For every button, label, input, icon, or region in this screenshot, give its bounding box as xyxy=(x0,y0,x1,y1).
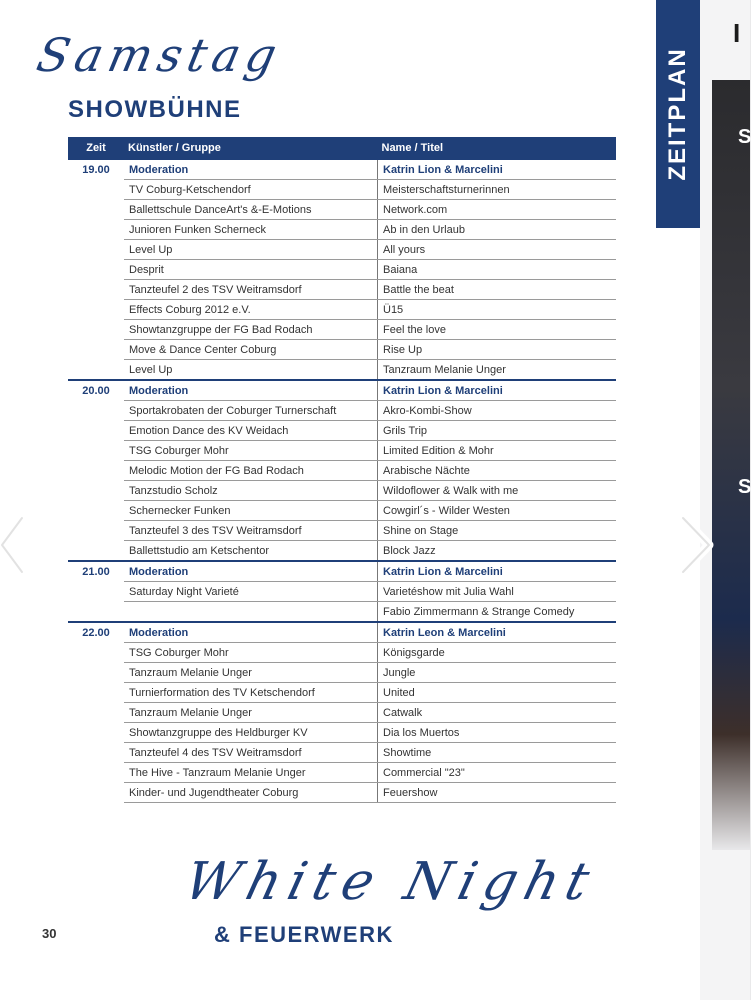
table-row xyxy=(68,461,616,481)
title-cell: Cowgirl´s - Wilder Westen xyxy=(378,501,617,521)
artist-cell: Desprit xyxy=(124,260,378,280)
time-cell xyxy=(68,200,124,220)
title-cell: Katrin Lion & Marcelini xyxy=(378,561,617,582)
table-row xyxy=(68,763,616,783)
table-row xyxy=(68,240,616,260)
time-cell xyxy=(68,421,124,441)
next-page-heading: I xyxy=(733,18,741,48)
title-cell: Grils Trip xyxy=(378,421,617,441)
time-cell xyxy=(68,783,124,803)
title-cell: Königsgarde xyxy=(378,643,617,663)
title-cell: Arabische Nächte xyxy=(378,461,617,481)
time-cell xyxy=(68,723,124,743)
table-row xyxy=(68,703,616,723)
artist-cell xyxy=(124,602,378,623)
time-cell xyxy=(68,401,124,421)
footer-script-title: White Night xyxy=(178,852,604,912)
chevron-right-icon xyxy=(675,510,715,580)
table-row xyxy=(68,280,616,300)
title-cell: All yours xyxy=(378,240,617,260)
next-page-letter: S xyxy=(738,476,751,498)
artist-cell: Tanzteufel 3 des TSV Weitramsdorf xyxy=(124,521,378,541)
table-row xyxy=(68,602,616,623)
title-cell: Rise Up xyxy=(378,340,617,360)
artist-cell: Ballettstudio am Ketschentor xyxy=(124,541,378,562)
title-cell: Showtime xyxy=(378,743,617,763)
table-row xyxy=(68,360,616,381)
page-subtitle: SHOWBÜHNE xyxy=(68,96,242,123)
table-row xyxy=(68,401,616,421)
table-row xyxy=(68,501,616,521)
schedule-table xyxy=(68,137,616,803)
table-row xyxy=(68,541,616,562)
title-cell: Feuershow xyxy=(378,783,617,803)
next-page-image xyxy=(712,80,750,850)
script-title: Samstag xyxy=(32,28,288,82)
artist-cell: Level Up xyxy=(124,240,378,260)
time-cell xyxy=(68,521,124,541)
artist-cell: Junioren Funken Scherneck xyxy=(124,220,378,240)
artist-cell: Emotion Dance des KV Weidach xyxy=(124,421,378,441)
col-header-title: Name / Titel xyxy=(378,137,617,159)
table-row xyxy=(68,220,616,240)
title-cell: Tanzraum Melanie Unger xyxy=(378,360,617,381)
title-cell: Shine on Stage xyxy=(378,521,617,541)
artist-cell: Schernecker Funken xyxy=(124,501,378,521)
previous-page-button[interactable] xyxy=(0,510,40,580)
title-cell: Katrin Leon & Marcelini xyxy=(378,622,617,643)
time-cell xyxy=(68,602,124,623)
artist-cell: Moderation xyxy=(124,380,378,401)
table-row xyxy=(68,260,616,280)
artist-cell: Saturday Night Varieté xyxy=(124,582,378,602)
artist-cell: Effects Coburg 2012 e.V. xyxy=(124,300,378,320)
time-cell xyxy=(68,743,124,763)
time-cell xyxy=(68,481,124,501)
title-cell: Fabio Zimmermann & Strange Comedy xyxy=(378,602,617,623)
artist-cell: Moderation xyxy=(124,159,378,180)
title-cell: Battle the beat xyxy=(378,280,617,300)
artist-cell: Tanzraum Melanie Unger xyxy=(124,703,378,723)
time-cell xyxy=(68,703,124,723)
table-row-block-start xyxy=(68,159,616,180)
table-row-block-start xyxy=(68,622,616,643)
table-row xyxy=(68,643,616,663)
artist-cell: Turnierformation des TV Ketschendorf xyxy=(124,683,378,703)
table-row xyxy=(68,521,616,541)
title-cell: Dia los Muertos xyxy=(378,723,617,743)
title-cell: Block Jazz xyxy=(378,541,617,562)
table-header-row xyxy=(68,137,616,159)
col-header-time: Zeit xyxy=(68,137,124,159)
artist-cell: Move & Dance Center Coburg xyxy=(124,340,378,360)
title-cell: Ab in den Urlaub xyxy=(378,220,617,240)
title-cell: Catwalk xyxy=(378,703,617,723)
title-cell: Ü15 xyxy=(378,300,617,320)
title-cell: Limited Edition & Mohr xyxy=(378,441,617,461)
next-page-preview xyxy=(700,0,750,1000)
table-row xyxy=(68,723,616,743)
table-row xyxy=(68,340,616,360)
time-cell: 20.00 xyxy=(68,380,124,401)
time-cell xyxy=(68,320,124,340)
artist-cell: TSG Coburger Mohr xyxy=(124,643,378,663)
artist-cell: Tanzraum Melanie Unger xyxy=(124,663,378,683)
table-row xyxy=(68,743,616,763)
time-cell xyxy=(68,360,124,381)
artist-cell: Moderation xyxy=(124,561,378,582)
artist-cell: Melodic Motion der FG Bad Rodach xyxy=(124,461,378,481)
artist-cell: Tanzteufel 4 des TSV Weitramsdorf xyxy=(124,743,378,763)
time-cell xyxy=(68,663,124,683)
artist-cell: Moderation xyxy=(124,622,378,643)
section-tab-label: ZEITPLAN xyxy=(664,47,691,181)
time-cell xyxy=(68,280,124,300)
time-cell: 21.00 xyxy=(68,561,124,582)
table-row xyxy=(68,441,616,461)
time-cell xyxy=(68,300,124,320)
chevron-left-icon xyxy=(0,510,40,580)
table-row xyxy=(68,180,616,200)
table-row-block-start xyxy=(68,380,616,401)
artist-cell: The Hive - Tanzraum Melanie Unger xyxy=(124,763,378,783)
title-cell: Commercial "23" xyxy=(378,763,617,783)
time-cell xyxy=(68,763,124,783)
artist-cell: Showtanzgruppe der FG Bad Rodach xyxy=(124,320,378,340)
time-cell xyxy=(68,340,124,360)
table-row xyxy=(68,582,616,602)
next-page-letter: S xyxy=(738,126,751,148)
time-cell xyxy=(68,441,124,461)
time-cell xyxy=(68,461,124,481)
title-cell: United xyxy=(378,683,617,703)
title-cell: Katrin Lion & Marcelini xyxy=(378,380,617,401)
col-header-artist: Künstler / Gruppe xyxy=(124,137,378,159)
time-cell: 19.00 xyxy=(68,159,124,180)
time-cell xyxy=(68,541,124,562)
time-cell xyxy=(68,582,124,602)
title-cell: Feel the love xyxy=(378,320,617,340)
title-cell: Varietéshow mit Julia Wahl xyxy=(378,582,617,602)
time-cell xyxy=(68,180,124,200)
artist-cell: Tanzstudio Scholz xyxy=(124,481,378,501)
title-cell: Network.com xyxy=(378,200,617,220)
artist-cell: Showtanzgruppe des Heldburger KV xyxy=(124,723,378,743)
table-row xyxy=(68,783,616,803)
artist-cell: TV Coburg-Ketschendorf xyxy=(124,180,378,200)
table-row xyxy=(68,300,616,320)
title-cell: Akro-Kombi-Show xyxy=(378,401,617,421)
table-row xyxy=(68,200,616,220)
time-cell xyxy=(68,220,124,240)
title-cell: Wildoflower & Walk with me xyxy=(378,481,617,501)
time-cell xyxy=(68,260,124,280)
time-cell xyxy=(68,643,124,663)
artist-cell: Sportakrobaten der Coburger Turnerschaft xyxy=(124,401,378,421)
table-row xyxy=(68,421,616,441)
table-row xyxy=(68,320,616,340)
schedule-body xyxy=(68,159,616,803)
artist-cell: TSG Coburger Mohr xyxy=(124,441,378,461)
title-cell: Jungle xyxy=(378,663,617,683)
artist-cell: Ballettschule DanceArt's &-E-Motions xyxy=(124,200,378,220)
artist-cell: Level Up xyxy=(124,360,378,381)
title-cell: Baiana xyxy=(378,260,617,280)
table-row xyxy=(68,663,616,683)
artist-cell: Tanzteufel 2 des TSV Weitramsdorf xyxy=(124,280,378,300)
footer-subtitle: & FEUERWERK xyxy=(214,922,394,947)
title-cell: Katrin Lion & Marcelini xyxy=(378,159,617,180)
title-cell: Meisterschaftsturnerinnen xyxy=(378,180,617,200)
table-row-block-start xyxy=(68,561,616,582)
page-number: 30 xyxy=(42,926,57,941)
time-cell: 22.00 xyxy=(68,622,124,643)
table-row xyxy=(68,683,616,703)
table-row xyxy=(68,481,616,501)
time-cell xyxy=(68,501,124,521)
section-tab xyxy=(656,0,700,228)
time-cell xyxy=(68,683,124,703)
artist-cell: Kinder- und Jugendtheater Coburg xyxy=(124,783,378,803)
time-cell xyxy=(68,240,124,260)
next-page-button[interactable] xyxy=(675,510,715,580)
